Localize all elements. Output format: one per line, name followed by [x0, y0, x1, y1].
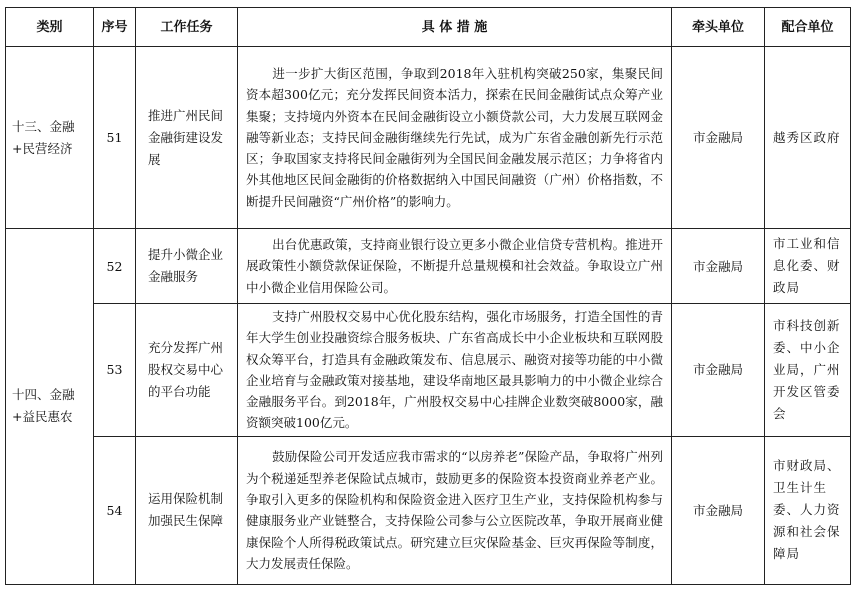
header-category: 类别: [6, 8, 94, 47]
header-lead-unit: 牵头单位: [672, 8, 765, 47]
measures-table: [5, 7, 851, 585]
header-row: [6, 8, 851, 47]
lead-unit-cell: 市金融局: [672, 47, 765, 229]
lead-unit-cell: 市金融局: [672, 436, 765, 584]
task-cell: 推进广州民间金融街建设发展: [136, 47, 238, 229]
number-cell: 54: [94, 436, 136, 584]
coop-unit-cell: 市财政局、卫生计生委、人力资源和社会保障局: [765, 436, 851, 584]
coop-unit-cell: 市科技创新委、中小企业局，广州开发区管委会: [765, 304, 851, 437]
measures-cell: [238, 304, 672, 437]
measures-text: 进一步扩大街区范围，争取到2018年入驻机构突破250家，集聚民间资本超300亿元；充分发挥民间资本活力，探索在民间金融街试点众筹产业集聚；支持境内外资本在民间金融街设立小额贷款公司，大力发展互联网金融等新业态；支持民间金融街继续先行先试，成为广东省金融创新先行示范区；争取国家支持将民间金融街列为全国民间金融发展示范区；力争将省内外其他地区民间金融街的价格数据纳入中国民间融资（广州）价格指数，不断提升民间融资“广州价格”的影响力。: [246, 65, 663, 209]
measures-cell: [238, 229, 672, 304]
task-cell: 运用保险机制加强民生保障: [136, 436, 238, 584]
lead-unit-cell: 市金融局: [672, 304, 765, 437]
category-cell: 十四、金融+益民惠农: [6, 229, 94, 585]
measures-cell: [238, 47, 672, 229]
table-row: [6, 304, 851, 437]
header-task: 工作任务: [136, 8, 238, 47]
table-row: [6, 229, 851, 304]
number-cell: 53: [94, 304, 136, 437]
header-coop-unit: 配合单位: [765, 8, 851, 47]
number-cell: 52: [94, 229, 136, 304]
task-cell: 提升小微企业金融服务: [136, 229, 238, 304]
measures-text: 支持广州股权交易中心优化股东结构，强化市场服务，打造全国性的青年大学生创业投融资综合服务板块、广东省高成长中小企业板块和互联网股权众筹平台，打造具有金融政策发布、信息展示、融资对接等功能的中小微企业培育与金融政策对接基地，建设华南地区最具影响力的中小微企业综合金融服务平台。到2018年，广州股权交易中心挂牌企业数突破8000家，融资额突破100亿元。: [246, 309, 663, 431]
measures-text: 鼓励保险公司开发适应我市需求的“以房养老”保险产品，争取将广州列为个税递延型养老保险试点城市，鼓励更多的保险资本投资商业养老产业。争取引入更多的保险机构和保险资金进入医疗卫生产业，支持保险机构参与健康服务业产业链整合，支持保险公司参与公立医院改革，争取开展商业健康保险个人所得税政策试点。研究建立巨灾保险基金、巨灾再保险等制度，大力发展责任保险。: [246, 449, 663, 571]
header-measures: 具 体 措 施: [238, 8, 672, 47]
coop-unit-cell: 市工业和信息化委、财政局: [765, 229, 851, 304]
lead-unit-cell: 市金融局: [672, 229, 765, 304]
measures-text: 出台优惠政策，支持商业银行设立更多小微企业信贷专营机构。推进开展政策性小额贷款保证保险，不断提升总量规模和社会效益。争取设立广州中小微企业信用保险公司。: [246, 237, 663, 295]
header-number: 序号: [94, 8, 136, 47]
measures-cell: [238, 436, 672, 584]
task-cell: 充分发挥广州股权交易中心的平台功能: [136, 304, 238, 437]
coop-unit-cell: 越秀区政府: [765, 47, 851, 229]
table-row: [6, 47, 851, 229]
category-cell: 十三、金融+民营经济: [6, 47, 94, 229]
table-row: [6, 436, 851, 584]
number-cell: 51: [94, 47, 136, 229]
